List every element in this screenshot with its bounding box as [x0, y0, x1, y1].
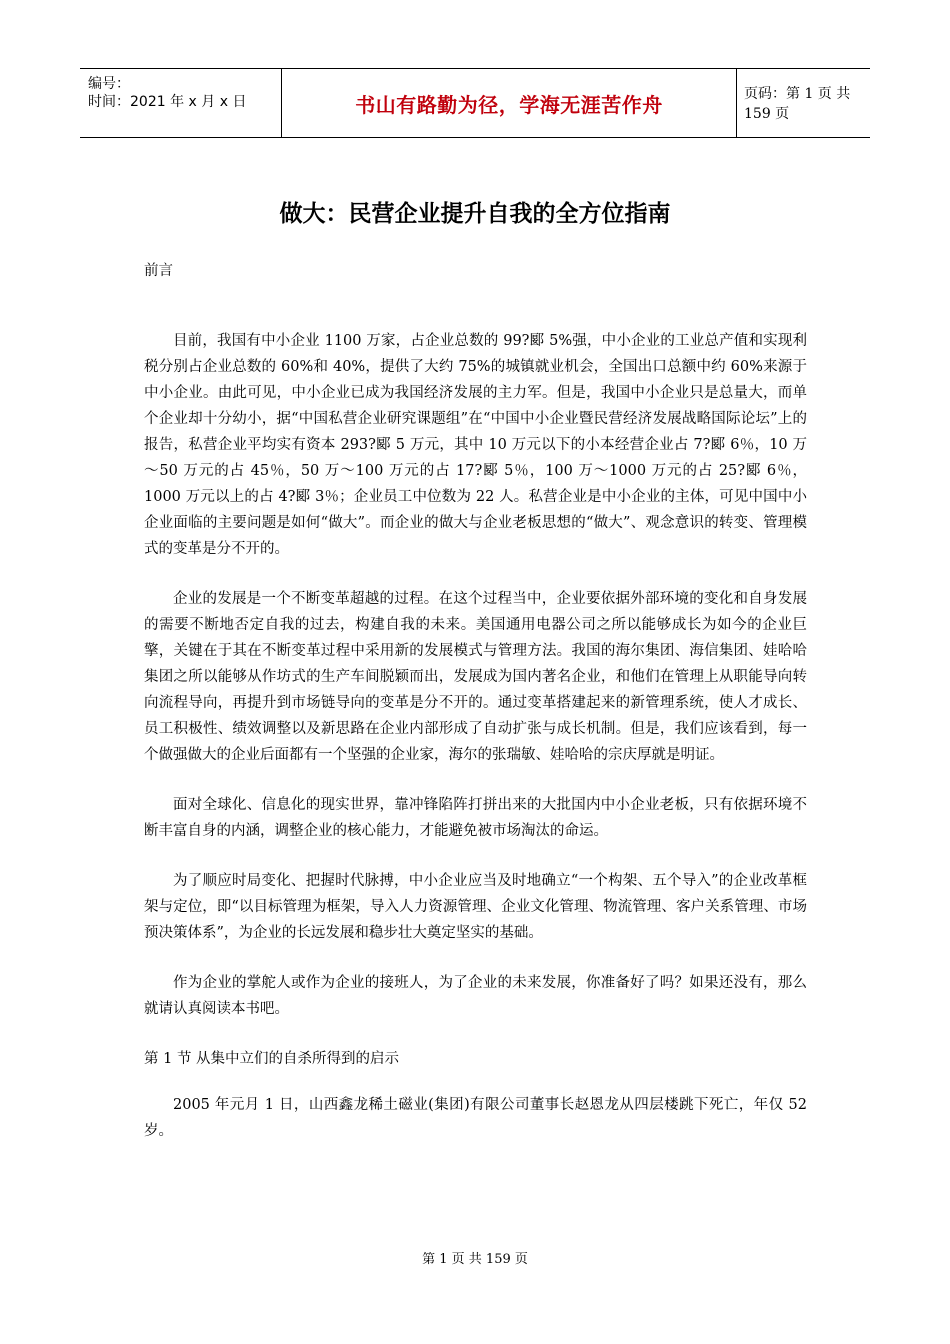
- header-page-cell: [736, 69, 878, 137]
- header-motto: 书山有路勤为径，学海无涯苦作舟: [355, 92, 663, 117]
- document-number-label: 编号：: [88, 76, 130, 92]
- page-footer: 第 1 页 共 159 页: [422, 1252, 528, 1267]
- body-paragraph-3: 面对全球化、信息化的现实世界，靠冲锋陷阵打拼出来的大批国内中小企业老板，只有依据环境不断丰富自身的内涵，调整企业的核心能力，才能避免被市场淘汰的命运。: [144, 797, 807, 839]
- header-meta-cell: [80, 69, 281, 137]
- document-title: 做大：民营企业提升自我的全方位指南: [279, 201, 671, 227]
- section-heading: 第 1 节 从集中立们的自杀所得到的启示: [144, 1051, 400, 1067]
- header-page-number: 页码：第 1 页 共 159 页: [744, 86, 851, 122]
- header-table: [80, 68, 870, 138]
- document-body: [144, 258, 807, 1168]
- section-paragraph: 2005 年元月 1 日，山西鑫龙稀土磁业(集团)有限公司董事长赵恩龙从四层楼跳下死亡，年仅 52 岁。: [144, 1097, 807, 1139]
- header-motto-cell: [281, 69, 737, 137]
- document-date-label: 时间：2021 年 x 月 x 日: [88, 94, 247, 110]
- body-paragraph-2: 企业的发展是一个不断变革超越的过程。在这个过程当中，企业要依据外部环境的变化和自身发展的需要不断地否定自我的过去，构建自我的未来。美国通用电器公司之所以能够成长为如今的企业巨擎，关键在于其在不断变革过程中采用新的发展模式与管理方法。我国的海尔集团、海信集团、娃哈哈集团之所以能够从作坊式的生产车间脱颖而出，发展成为国内著名企业，和他们在管理上从职能导向转向流程导向，再提升到市场链导向的变革是分不开的。通过变革搭建起来的新管理系统，使人才成长、员工积极性、绩效调整以及新思路在企业内部形成了自动扩张与成长机制。但是，我们应该看到，每一个做强做大的企业后面都有一个坚强的企业家，海尔的张瑞敏、娃哈哈的宗庆厚就是明证。: [144, 591, 807, 763]
- body-paragraph-1: 目前，我国有中小企业 1100 万家，占企业总数的 99?郾 5%强，中小企业的工业总产值和实现利税分别占企业总数的 60%和 40%，提供了大约 75%的城镇就业机会，全国出口总额中约 60%来源于中小企业。由此可见，中小企业已成为我国经济发展的主力军。但是，我国中小企业只是总量大，而单个企业却十分幼小，据“中国私营企业研究课题组”在“中国中小企业暨民营经济发展战略国际论坛”上的报告，私营企业平均实有资本 293?郾 5 万元，其中 10 万元以下的小本经营企业占 7?郾 6％，10 万～50 万元的占 45％，50 万～100 万元的占 17?郾 5％，100 万～1000 万元的占 25?郾 6％，1000 万元以上的占 4?郾 3％；企业员工中位数为 22 人。私营企业是中小企业的主体，可见中国中小企业面临的主要问题是如何“做大”。而企业的做大与企业老板思想的“做大”、观念意识的转变、管理模式的变革是分不开的。: [144, 333, 807, 557]
- body-paragraph-4: 为了顺应时局变化、把握时代脉搏，中小企业应当及时地确立“一个构架、五个导入”的企业改革框架与定位，即“以目标管理为框架，导入人力资源管理、企业文化管理、物流管理、客户关系管理、市场预决策体系”，为企业的长远发展和稳步壮大奠定坚实的基础。: [144, 873, 807, 941]
- body-paragraph-5: 作为企业的掌舵人或作为企业的接班人，为了企业的未来发展，你准备好了吗？如果还没有，那么就请认真阅读本书吧。: [144, 975, 807, 1017]
- preface-heading: 前言: [144, 263, 173, 279]
